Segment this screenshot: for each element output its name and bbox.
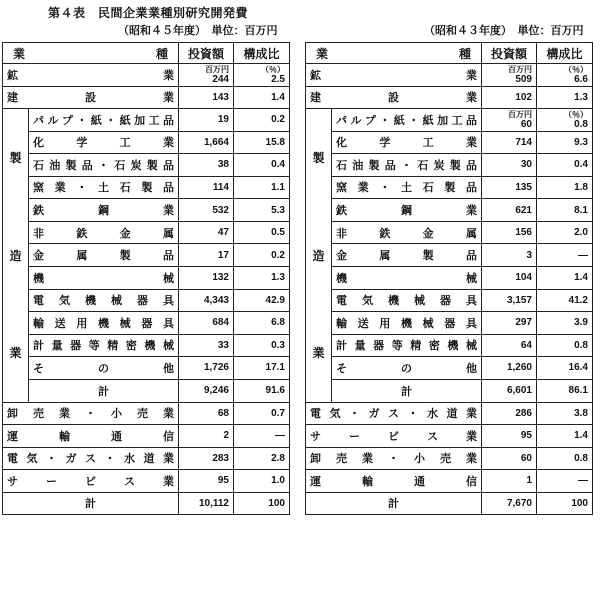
ratio-value bbox=[234, 312, 290, 335]
table-row bbox=[306, 357, 593, 380]
ratio-text: 0.4 bbox=[271, 159, 285, 171]
header-row bbox=[306, 43, 593, 64]
table-row bbox=[306, 447, 593, 470]
industry-name: 金 属 製 品 bbox=[29, 244, 179, 267]
industry-name: 輸送用機械器具 bbox=[332, 312, 482, 335]
ratio-text: 15.8 bbox=[265, 136, 285, 148]
ratio-value: 91.6 bbox=[234, 379, 290, 402]
investment-value bbox=[179, 154, 234, 177]
investment-text: 1,726 bbox=[203, 362, 229, 374]
ratio-value: 100 bbox=[234, 492, 290, 515]
ratio-value bbox=[234, 221, 290, 244]
investment-text: 60 bbox=[520, 118, 532, 130]
table-row bbox=[3, 221, 290, 244]
ratio-text: 2.0 bbox=[574, 227, 588, 239]
investment-value bbox=[179, 221, 234, 244]
left-table bbox=[2, 42, 290, 515]
industry-name: 計量器等精密機械 bbox=[29, 334, 179, 357]
ratio-value bbox=[234, 109, 290, 132]
investment-value bbox=[179, 425, 234, 448]
investment-text: 102 bbox=[515, 91, 532, 103]
industry-name: パルプ・紙・紙加工品 bbox=[332, 109, 482, 132]
investment-text: 114 bbox=[212, 181, 229, 193]
industry-name: 非 鉄 金 属 bbox=[29, 221, 179, 244]
ratio-value bbox=[537, 289, 593, 312]
table-row bbox=[3, 131, 290, 154]
ratio-text: 1.3 bbox=[271, 272, 285, 284]
ratio-value bbox=[537, 402, 593, 425]
ratio-value bbox=[537, 266, 593, 289]
ratio-text: 3.8 bbox=[574, 407, 588, 419]
investment-text: 19 bbox=[217, 114, 229, 126]
table-row bbox=[3, 312, 290, 335]
industry-name: 化 学 工 業 bbox=[332, 131, 482, 154]
investment-value bbox=[179, 64, 234, 87]
industry-name: サ ー ビ ス 業 bbox=[306, 425, 482, 448]
ratio-value bbox=[537, 334, 593, 357]
industry-name: 運 輸 通 信 bbox=[3, 425, 179, 448]
ratio-value bbox=[537, 447, 593, 470]
industry-name: サ ー ビ ス 業 bbox=[3, 470, 179, 493]
investment-value bbox=[179, 334, 234, 357]
ratio-text: 1.4 bbox=[271, 91, 285, 103]
investment-value bbox=[482, 244, 537, 267]
header-row bbox=[3, 43, 290, 64]
ratio-value bbox=[234, 86, 290, 109]
ratio-value bbox=[234, 357, 290, 380]
ratio-value bbox=[537, 425, 593, 448]
investment-value bbox=[482, 86, 537, 109]
investment-value bbox=[482, 154, 537, 177]
category-chars bbox=[3, 109, 28, 402]
category-chars bbox=[306, 109, 331, 402]
investment-value bbox=[482, 334, 537, 357]
ratio-text: — bbox=[578, 475, 588, 487]
industry-name: 運 輸 通 信 bbox=[306, 470, 482, 493]
ratio-text: 5.3 bbox=[271, 204, 285, 216]
investment-text: 1 bbox=[526, 475, 532, 487]
investment-value bbox=[179, 176, 234, 199]
industry-name: 卸売業・小売業 bbox=[3, 402, 179, 425]
investment-text: 156 bbox=[515, 227, 532, 239]
investment-text: 64 bbox=[520, 339, 532, 351]
investment-text: 297 bbox=[515, 317, 532, 329]
ratio-value bbox=[234, 244, 290, 267]
industry-name: 電気機械器具 bbox=[332, 289, 482, 312]
header-industry: 業 種 bbox=[3, 43, 179, 64]
investment-text: 1,664 bbox=[203, 136, 229, 148]
industry-name: そ の 他 bbox=[332, 357, 482, 380]
table-row bbox=[306, 131, 593, 154]
investment-value bbox=[179, 402, 234, 425]
ratio-value bbox=[537, 86, 593, 109]
industry-name: 鉱 業 bbox=[306, 64, 482, 87]
ratio-text: 16.4 bbox=[568, 362, 588, 374]
table-row bbox=[306, 221, 593, 244]
category-char: 製 bbox=[9, 151, 22, 166]
ratio-value bbox=[537, 154, 593, 177]
industry-name: 電気機械器具 bbox=[29, 289, 179, 312]
table-row bbox=[306, 266, 593, 289]
table-row bbox=[306, 470, 593, 493]
grand-total-row bbox=[306, 492, 593, 515]
manufacturing-category bbox=[3, 109, 29, 403]
left-subtitle: （昭和４５年度） 単位：百万円 bbox=[118, 24, 278, 37]
investment-value bbox=[179, 244, 234, 267]
investment-text: 60 bbox=[520, 452, 532, 464]
investment-value bbox=[179, 357, 234, 380]
industry-name: 窯業・土石製品 bbox=[29, 176, 179, 199]
table-row bbox=[306, 64, 593, 87]
header-industry: 業 種 bbox=[306, 43, 482, 64]
industry-name: 輸送用機械器具 bbox=[29, 312, 179, 335]
ratio-value bbox=[234, 64, 290, 87]
table-row bbox=[3, 109, 290, 132]
industry-name: そ の 他 bbox=[29, 357, 179, 380]
ratio-text: 41.2 bbox=[568, 294, 588, 306]
investment-value bbox=[482, 266, 537, 289]
ratio-value bbox=[537, 470, 593, 493]
unit-label: 百万円 bbox=[205, 64, 229, 74]
industry-name: 電気・ガス・水道業 bbox=[306, 402, 482, 425]
ratio-text: 0.8 bbox=[574, 118, 588, 130]
investment-text: 2 bbox=[223, 430, 229, 442]
ratio-value bbox=[234, 425, 290, 448]
table-row bbox=[3, 334, 290, 357]
ratio-text: 0.7 bbox=[271, 407, 285, 419]
investment-text: 95 bbox=[217, 475, 229, 487]
table-row bbox=[3, 402, 290, 425]
table-row bbox=[3, 447, 290, 470]
ratio-text: 1.3 bbox=[574, 91, 588, 103]
ratio-value bbox=[234, 199, 290, 222]
table-row bbox=[3, 357, 290, 380]
table-row bbox=[3, 64, 290, 87]
industry-name: 卸売業・小売業 bbox=[306, 447, 482, 470]
investment-text: 143 bbox=[212, 91, 229, 103]
header-ratio: 構成比 bbox=[537, 43, 593, 64]
investment-text: 684 bbox=[212, 317, 229, 329]
table-row bbox=[306, 402, 593, 425]
investment-value bbox=[482, 402, 537, 425]
ratio-value bbox=[234, 266, 290, 289]
ratio-text: 1.4 bbox=[574, 430, 588, 442]
ratio-text: 0.2 bbox=[271, 249, 285, 261]
investment-text: 3,157 bbox=[506, 294, 532, 306]
table-row bbox=[306, 312, 593, 335]
ratio-value bbox=[537, 244, 593, 267]
table-row bbox=[3, 425, 290, 448]
investment-value bbox=[179, 289, 234, 312]
industry-name: 石油製品・石炭製品 bbox=[29, 154, 179, 177]
investment-text: 1,260 bbox=[506, 362, 532, 374]
ratio-value bbox=[234, 131, 290, 154]
investment-text: 95 bbox=[520, 430, 532, 442]
table-row bbox=[306, 154, 593, 177]
investment-text: 532 bbox=[212, 204, 229, 216]
investment-text: 30 bbox=[520, 159, 532, 171]
ratio-value bbox=[234, 470, 290, 493]
industry-name: 鉱 業 bbox=[3, 64, 179, 87]
table-row bbox=[3, 154, 290, 177]
category-char: 業 bbox=[312, 346, 325, 361]
industry-name: 窯業・土石製品 bbox=[332, 176, 482, 199]
ratio-value bbox=[234, 447, 290, 470]
ratio-value bbox=[537, 312, 593, 335]
table-row bbox=[306, 334, 593, 357]
ratio-text: 1.0 bbox=[271, 475, 285, 487]
ratio-value bbox=[234, 334, 290, 357]
investment-value bbox=[482, 64, 537, 87]
unit-label: （％） bbox=[564, 64, 588, 74]
ratio-value bbox=[537, 109, 593, 132]
ratio-value bbox=[234, 402, 290, 425]
investment-value bbox=[482, 176, 537, 199]
ratio-text: 9.3 bbox=[574, 136, 588, 148]
ratio-value: 100 bbox=[537, 492, 593, 515]
investment-value bbox=[179, 109, 234, 132]
ratio-text: 1.1 bbox=[271, 181, 285, 193]
investment-text: 47 bbox=[217, 227, 229, 239]
category-char: 製 bbox=[312, 151, 325, 166]
investment-text: 244 bbox=[212, 73, 229, 85]
ratio-text: 17.1 bbox=[265, 362, 285, 374]
ratio-text: 0.4 bbox=[574, 159, 588, 171]
investment-value bbox=[482, 425, 537, 448]
industry-name: 金 属 製 品 bbox=[332, 244, 482, 267]
investment-text: 135 bbox=[515, 181, 532, 193]
table-row bbox=[306, 425, 593, 448]
industry-name: 非 鉄 金 属 bbox=[332, 221, 482, 244]
investment-value bbox=[179, 86, 234, 109]
unit-label: （％） bbox=[564, 109, 588, 119]
subtotal-row bbox=[306, 379, 593, 402]
ratio-text: 42.9 bbox=[265, 294, 285, 306]
grand-total-label: 計 bbox=[3, 492, 179, 515]
table-row bbox=[306, 199, 593, 222]
ratio-value bbox=[234, 176, 290, 199]
investment-text: 68 bbox=[217, 407, 229, 419]
investment-value bbox=[482, 470, 537, 493]
ratio-text: — bbox=[275, 430, 285, 442]
category-char: 造 bbox=[9, 248, 22, 263]
table-row bbox=[3, 244, 290, 267]
ratio-value bbox=[537, 357, 593, 380]
manufacturing-category bbox=[306, 109, 332, 403]
ratio-text: 0.8 bbox=[574, 452, 588, 464]
table-row bbox=[3, 86, 290, 109]
ratio-value bbox=[234, 154, 290, 177]
investment-text: 4,343 bbox=[203, 294, 229, 306]
right-table bbox=[305, 42, 593, 515]
subtotal-row bbox=[3, 379, 290, 402]
investment-value: 7,670 bbox=[482, 492, 537, 515]
right-subtitle: （昭和４３年度） 単位：百万円 bbox=[424, 24, 584, 37]
investment-text: 714 bbox=[515, 136, 532, 148]
investment-value bbox=[179, 312, 234, 335]
investment-text: 621 bbox=[515, 204, 532, 216]
subtotal-label: 計 bbox=[332, 379, 482, 402]
investment-value bbox=[482, 289, 537, 312]
ratio-value bbox=[537, 131, 593, 154]
ratio-value bbox=[537, 221, 593, 244]
investment-text: 132 bbox=[212, 272, 229, 284]
industry-name: 計量器等精密機械 bbox=[332, 334, 482, 357]
industry-name: 鉄 鋼 業 bbox=[29, 199, 179, 222]
industry-name: 建 設 業 bbox=[306, 86, 482, 109]
table-row bbox=[3, 199, 290, 222]
header-investment: 投資額 bbox=[482, 43, 537, 64]
unit-label: 百万円 bbox=[508, 64, 532, 74]
table-row bbox=[3, 470, 290, 493]
investment-value bbox=[179, 131, 234, 154]
industry-name: 石油製品・石炭製品 bbox=[332, 154, 482, 177]
unit-label: （％） bbox=[261, 64, 285, 74]
table-row bbox=[3, 266, 290, 289]
grand-total-label: 計 bbox=[306, 492, 482, 515]
ratio-text: 6.8 bbox=[271, 317, 285, 329]
ratio-value bbox=[537, 199, 593, 222]
table-row bbox=[306, 289, 593, 312]
ratio-text: 1.4 bbox=[574, 272, 588, 284]
table-row bbox=[306, 176, 593, 199]
investment-value bbox=[482, 357, 537, 380]
ratio-text: 1.8 bbox=[574, 181, 588, 193]
ratio-text: 2.5 bbox=[271, 73, 285, 85]
category-char: 造 bbox=[312, 248, 325, 263]
investment-value bbox=[482, 221, 537, 244]
table-row bbox=[3, 289, 290, 312]
investment-value bbox=[482, 447, 537, 470]
investment-value bbox=[482, 199, 537, 222]
industry-name: 電気・ガス・水道業 bbox=[3, 447, 179, 470]
category-char: 業 bbox=[9, 346, 22, 361]
investment-text: 509 bbox=[515, 73, 532, 85]
investment-value: 10,112 bbox=[179, 492, 234, 515]
table-row bbox=[306, 86, 593, 109]
investment-value bbox=[179, 447, 234, 470]
investment-text: 38 bbox=[217, 159, 229, 171]
grand-total-row bbox=[3, 492, 290, 515]
industry-name: 鉄 鋼 業 bbox=[332, 199, 482, 222]
investment-text: 3 bbox=[526, 249, 532, 261]
ratio-value bbox=[537, 176, 593, 199]
ratio-value bbox=[537, 64, 593, 87]
table-row bbox=[3, 176, 290, 199]
table-title: 第４表 民間企業業種別研究開発費 bbox=[48, 6, 249, 20]
investment-text: 17 bbox=[217, 249, 229, 261]
ratio-text: 0.8 bbox=[574, 339, 588, 351]
industry-name: 機 械 bbox=[29, 266, 179, 289]
ratio-text: 6.6 bbox=[574, 73, 588, 85]
investment-value bbox=[482, 312, 537, 335]
subtotal-label: 計 bbox=[29, 379, 179, 402]
header-ratio: 構成比 bbox=[234, 43, 290, 64]
ratio-text: 2.8 bbox=[271, 452, 285, 464]
investment-value bbox=[179, 199, 234, 222]
ratio-value bbox=[234, 289, 290, 312]
unit-label: 百万円 bbox=[508, 109, 532, 119]
ratio-text: 3.9 bbox=[574, 317, 588, 329]
table-row bbox=[306, 109, 593, 132]
ratio-text: 0.3 bbox=[271, 339, 285, 351]
industry-name: 建 設 業 bbox=[3, 86, 179, 109]
investment-text: 283 bbox=[212, 452, 229, 464]
investment-value: 9,246 bbox=[179, 379, 234, 402]
table-row bbox=[306, 244, 593, 267]
industry-name: 機 械 bbox=[332, 266, 482, 289]
investment-text: 104 bbox=[515, 272, 532, 284]
investment-text: 33 bbox=[217, 339, 229, 351]
header-investment: 投資額 bbox=[179, 43, 234, 64]
industry-name: 化 学 工 業 bbox=[29, 131, 179, 154]
investment-value bbox=[482, 109, 537, 132]
investment-value: 6,601 bbox=[482, 379, 537, 402]
industry-name: パルプ・紙・紙加工品 bbox=[29, 109, 179, 132]
investment-value bbox=[179, 266, 234, 289]
ratio-value: 86.1 bbox=[537, 379, 593, 402]
ratio-text: 0.2 bbox=[271, 114, 285, 126]
investment-value bbox=[482, 131, 537, 154]
ratio-text: — bbox=[578, 249, 588, 261]
investment-text: 286 bbox=[515, 407, 532, 419]
ratio-text: 0.5 bbox=[271, 227, 285, 239]
investment-value bbox=[179, 470, 234, 493]
ratio-text: 8.1 bbox=[574, 204, 588, 216]
